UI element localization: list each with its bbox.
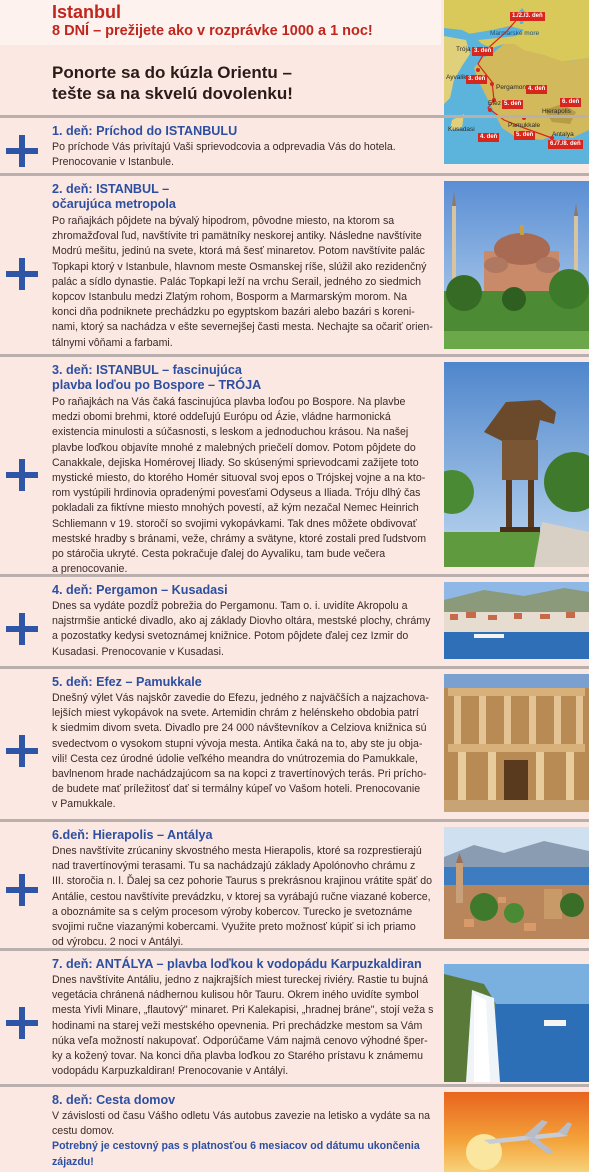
tagline — [52, 62, 432, 104]
text-line: mestské hradby s bránami, veže, chrámy a svätyne, ktoré zostali pred ľudstvom — [52, 532, 427, 545]
page-title: Istanbul — [52, 2, 122, 22]
text-line: nami, ktorý sa nachádza v ešte severnejšej časti mesta. Nechajte sa očariť orien- — [52, 321, 433, 334]
text-line: vodopádu Karpuzkaldiran! Prenocovanie v Antályi. — [52, 1065, 289, 1078]
day-6-title: 6.deň: Hierapolis – Antálya — [52, 828, 213, 842]
text-line: cestu domov. — [52, 1125, 115, 1138]
day-2-title — [52, 182, 176, 212]
map-badge-efez: 5. deň — [504, 101, 522, 107]
plus-icon — [6, 613, 38, 645]
hagia-sophia-photo — [444, 181, 589, 349]
text-line: Canakkale, dejiska Homérovej Iliady. So skúsenými sprievodcami zažijete toto — [52, 456, 419, 469]
text-line: mesta Yivli Minare, „flautový" minaret. Pri Kalekapisi, „hradnej bráne", stojí veža s — [52, 1004, 434, 1017]
day-7-text — [52, 973, 442, 1079]
text-line: po stáročia ukryté. Cesta pokračuje ďalej do Ayvaliku, tam bude večera — [52, 548, 386, 561]
day-1-text — [52, 140, 437, 170]
text-line: pokladali za fiktívne miesto mnohých povestí, až kým nezačal Nemec Heinrich — [52, 502, 419, 515]
map-badge-pamukkale: 5. deň — [516, 132, 534, 138]
plus-icon — [6, 135, 38, 167]
text-line: tálnymi vôňami a farbami. — [52, 336, 173, 349]
text-line: Dnešný výlet Vás najskôr zavedie do Efezu, jedného z najväčších a najzachova- — [52, 692, 429, 704]
map-badge-kusadasi: 4. deň — [480, 134, 498, 140]
text-line: od výrobcu. 2 noci v Antályi. — [52, 936, 184, 949]
tagline-line-2: tešte sa na skvelú dovolenku! — [52, 84, 293, 103]
waterfall-photo — [444, 964, 589, 1082]
plus-icon — [6, 459, 38, 491]
text-line: Po raňajkách na Vás čaká fascinujúca plavba loďou po Bospore. Na plavbe — [52, 396, 406, 408]
text-line: a pozostatky kedysi svetoznámej knižnice. Potom pôjdete ďalej cez Izmir do — [52, 630, 409, 643]
map-badge-istanbul: 1./2./3. deň — [512, 13, 543, 19]
day-6-text — [52, 844, 442, 950]
text-line: Po príchode Vás privítajú Vaši sprievodcovia a odprevadia Vás do hotela. — [52, 141, 396, 153]
text-line: ky a kožený tovar. Na konci dňa plavba loďkou zo Starého prístavu k známemu — [52, 1050, 424, 1063]
text-line: Dnes navštívite zrúcaniny skvostného mesta Hierapolis, ktoré sa rozprestierajú — [52, 845, 422, 857]
day-1-section — [0, 115, 589, 175]
map-label-pamukkale: Pamukkale — [508, 122, 541, 129]
plus-icon — [6, 874, 38, 906]
text-line: lejších miest vykopávok na svete. Artemidin chrám z helénskeho obdobia patrí — [52, 707, 419, 720]
text-line: svedectvom o vysokom stupni vývoja mesta. Antika čaká na to, aby ste ju obja- — [52, 737, 423, 750]
trojan-horse-photo — [444, 362, 589, 567]
text-line: plavbe loďkou objavíte mnohé z malebných priečelí domov. Potom pôjdete do — [52, 441, 416, 454]
text-line: zhromažďoval ľud, navštívite tri pamätníky neskorej antiky. Následne navštívite — [52, 230, 422, 243]
day-3-text — [52, 395, 442, 577]
plus-icon — [6, 1007, 38, 1039]
day-4-text — [52, 599, 442, 660]
airplane-sunset-photo — [444, 1092, 589, 1172]
day-3-title-line-1: 3. deň: ISTANBUL – fascinujúca — [52, 363, 242, 377]
text-line: Prenocovanie v Istanbule. — [52, 156, 174, 169]
map-badge-antalya: 6./7./8. deň — [550, 141, 581, 147]
text-line: k siedmim divom sveta. Divadlo pre 24 000 návštevníkov a Celziova knižnica sú — [52, 722, 427, 735]
text-line: núka veľa možností nakupovať. Odporúčame Vám najmä cenovo výhodné šper- — [52, 1034, 428, 1047]
map-badge-troja: 3. deň — [474, 48, 492, 54]
text-line: kopcov Istanbulu medzi Zlatým rohom, Bosporm a Marmarským morom. Na — [52, 291, 407, 304]
text-line: a prenocovanie. — [52, 563, 128, 576]
text-line: de budete mať príležitosť dať si termálny kúpeľ vo Vašom hoteli. Prenocovanie — [52, 783, 421, 796]
header-bar — [0, 0, 441, 45]
text-line: V závislosti od času Vášho odletu Vás autobus zavezie na letisko a vydáte sa na — [52, 1110, 431, 1122]
tagline-line-1: Ponorte sa do kúzla Orientu – — [52, 63, 292, 82]
text-line: mystické miesto, do ktorého Homér situoval svoj epos o Trójskej vojne a na kto- — [52, 472, 426, 485]
kusadasi-photo — [444, 582, 589, 659]
text-line: Schliemann v 19. storočí so svojimi vykopávkami. Tak dnes môžete obdivovať — [52, 517, 417, 530]
text-line: Kusadasi. Prenocovanie v Kusadasi. — [52, 645, 224, 658]
text-line: a oboznámite sa s celým procesom výroby kobercov. Turecko je svetoznáme — [52, 905, 413, 918]
day-4-title: 4. deň: Pergamon – Kusadasi — [52, 583, 228, 597]
map-label-hierapolis: Hierapolis — [542, 108, 571, 115]
text-line: vili! Cesta cez úrodné údolie veľkého meandra do vnútrozemia do Pamukkale, — [52, 752, 418, 765]
map-label-ayvalik: Ayvalik — [446, 74, 467, 81]
day-8-title: 8. deň: Cesta domov — [52, 1093, 176, 1107]
plus-icon — [6, 735, 38, 767]
text-line: palác a sídlo dynastie. Palác Topkapi leží na vrchu Serail, jedného zo siedmich — [52, 275, 422, 288]
plus-icon — [6, 258, 38, 290]
text-line: III. storočia n. l. Ďalej sa cez pohorie Taurus s prekrásnou krajinou vrátite späť do — [52, 875, 433, 888]
text-line: Po raňajkách pôjdete na bývalý hipodrom, pôvodne miesto, na ktorom sa — [52, 215, 395, 227]
day-8-text — [52, 1109, 442, 1170]
text-line: nad travertínovými terasami. Tu sa nachádzajú základy Apolónovho chrámu z — [52, 860, 416, 873]
day-2-title-line-2: očarujúca metropola — [52, 197, 176, 211]
antalya-photo — [444, 827, 589, 939]
map-badge-hierapolis: 6. deň — [562, 99, 580, 105]
text-line: rom vystúpili hrdinovia opradenými povesťami Odyseus a Iliada. Tróju dlhý čas — [52, 487, 421, 500]
text-line: Topkapi ktorý v Istanbule, hlavnom meste Osmanskej ríše, slúžil ako rezidenčný — [52, 260, 427, 273]
text-line: konci dňa podniknete prechádzku po egyptskom bazári alebo bazári s koreni- — [52, 306, 415, 319]
text-line: Antálie, cestou navštívite prevádzku, v ktorej sa vyrábajú ručne viazané koberce, — [52, 890, 431, 903]
text-line: svojimi ručne viazanými kobercami. Využite preto možnosť kúpiť si ich priamo — [52, 921, 416, 934]
text-line: bavlnenom hrade nachádzajúcom sa na kopci z travertínových terás. Pri prícho- — [52, 768, 427, 781]
text-line: Modrú mešitu, jedinú na svete, ktorá má šesť minaretov. Potom navštívite palác — [52, 245, 425, 258]
text-line: hodinami na starej veži mestského opevnenia. Pri prechádzke mestom sa Vám — [52, 1019, 423, 1032]
map-label-marmara: Marmarské more — [490, 30, 540, 37]
map-label-pergamon: Pergamon — [496, 84, 526, 91]
text-line: najstrmšie antické divadlo, ako aj základy Diovho oltára, mestské plochy, chrámy — [52, 615, 431, 628]
day-5-title: 5. deň: Efez – Pamukkale — [52, 675, 202, 689]
day-2-text — [52, 214, 442, 351]
text-line: medzi obomi brehmi, ktoré oddeľujú Európu od Ázie, vládne harmonická — [52, 411, 391, 424]
day-3-title — [52, 363, 261, 393]
day-1-title: 1. deň: Príchod do ISTANBULU — [52, 124, 238, 138]
map-label-troja: Trója — [456, 46, 471, 53]
day-7-title: 7. deň: ANTÁLYA – plavba loďkou k vodopádu Karpuzkaldiran — [52, 957, 422, 971]
page-subtitle: 8 DNÍ – prežijete ako v rozprávke 1000 a 1 noc! — [52, 23, 373, 39]
day-2-title-line-1: 2. deň: ISTANBUL – — [52, 182, 170, 196]
day-3-title-line-2: plavba loďou po Bospore – TRÓJA — [52, 378, 262, 392]
map-label-efez: Efez — [488, 100, 502, 107]
text-line: v Pamukkale. — [52, 798, 116, 811]
celsus-library-photo — [444, 674, 589, 812]
map-label-antalya: Antalya — [552, 131, 574, 138]
passport-notice-line: zájazdu! — [52, 1155, 94, 1168]
text-line: Dnes navštívite Antáliu, jedno z najkrajších miest tureckej riviéry. Rastie tu bujná — [52, 974, 429, 986]
text-line: existencia minulosti a súčasnosti, s leskom a jednoduchou krásou. Na našej — [52, 426, 409, 439]
map-badge-ayvalik: 3. deň — [468, 76, 486, 82]
text-line: vegetácia chránená nádhernou kulisou hôr Tauru. Okrem iného uvidíte symbol — [52, 989, 419, 1002]
map-badge-pergamon: 4. deň — [528, 86, 546, 92]
passport-notice-line: Potrebný je cestovný pas s platnosťou 6 mesiacov od dátumu ukončenia — [52, 1140, 420, 1153]
day-5-text — [52, 691, 442, 813]
map-label-kusadasi: Kusadasi — [448, 126, 475, 133]
text-line: Dnes sa vydáte pozdĺž pobrežia do Pergamonu. Tam o. i. uvidíte Akropolu a — [52, 600, 408, 612]
